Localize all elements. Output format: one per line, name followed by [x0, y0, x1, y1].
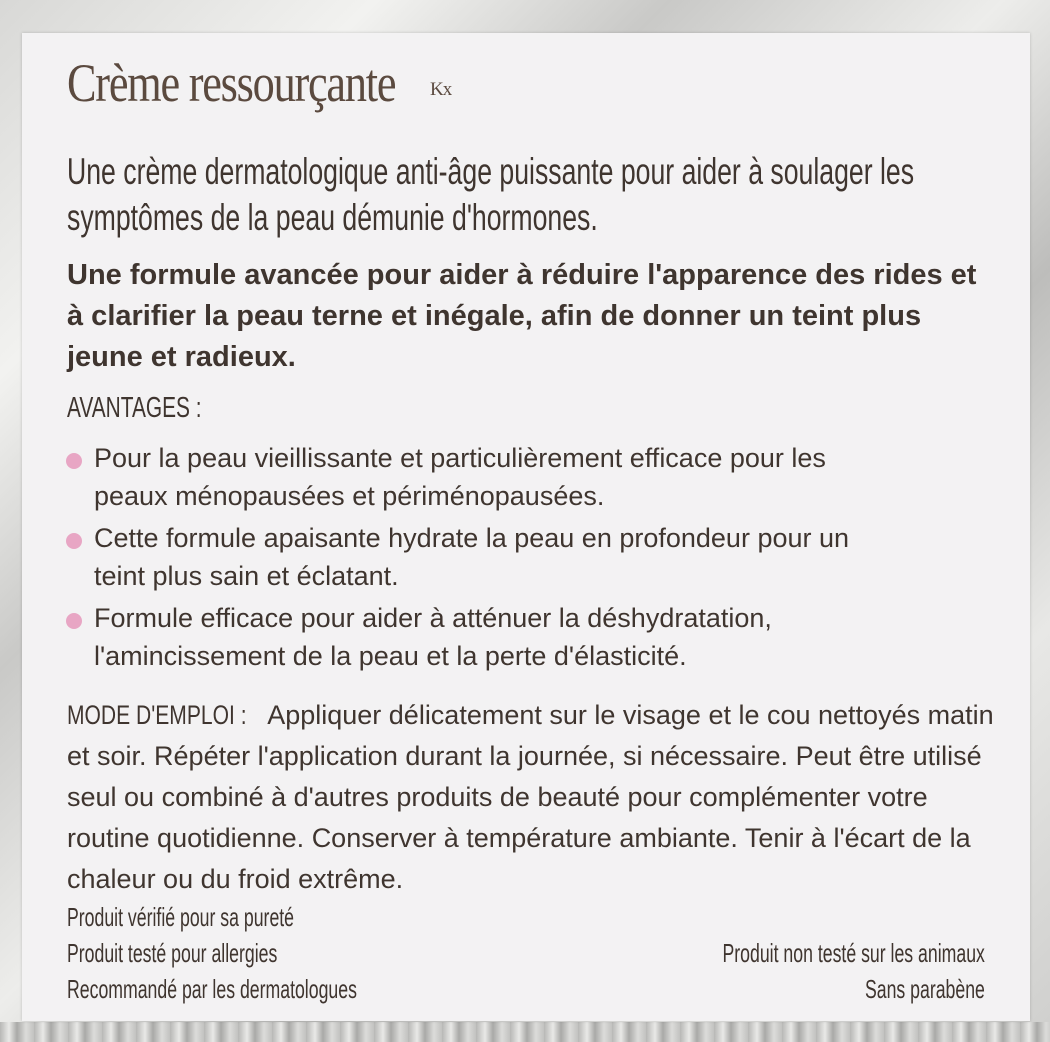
footer-claim: Produit non testé sur les animaux: [722, 938, 985, 968]
benefit-item: [66, 599, 1026, 675]
benefit-text: Cette formule apaisante hydrate la peau en profondeur pour un teint plus sain et éclatant.: [94, 523, 850, 591]
footer-claim: Recommandé par les dermatologues: [67, 974, 357, 1004]
product-title: Crème ressourçante: [67, 53, 396, 113]
title-row: [67, 47, 467, 119]
product-subtitle: [67, 149, 915, 241]
benefit-item: [66, 439, 1026, 515]
usage-paragraph: [67, 695, 1017, 900]
usage-heading: MODE D'EMPLOI :: [67, 700, 247, 730]
benefit-item: [66, 519, 1026, 595]
intro-paragraph: [67, 255, 987, 378]
footer-claims-left: [67, 899, 357, 1007]
footer-claim: Produit vérifié pour sa pureté: [67, 902, 295, 932]
bullet-dot-icon: [66, 533, 82, 549]
bullet-dot-icon: [66, 453, 82, 469]
subtitle-line-1: Une crème dermatologique anti-âge puissante pour aider à soulager les symptômes de la peau démunie d'hormones.: [67, 151, 915, 238]
intro-text: Une formule avancée pour aider à réduire l'apparence des rides et à clarifier la peau terne et inégale, afin de donner un teint plus jeune et radieux.: [67, 259, 977, 373]
benefits-heading: AVANTAGES :: [67, 392, 202, 424]
benefit-text: Pour la peau vieillissante et particulièrement efficace pour les peaux ménopausées et périménopausées.: [94, 443, 826, 511]
brand-mark: Kx: [430, 79, 452, 100]
foil-edge: [0, 1022, 1050, 1042]
benefit-text: Formule efficace pour aider à atténuer la déshydratation, l'amincissement de la peau et la perte d'élasticité.: [94, 603, 772, 671]
footer-claims-right: [723, 935, 985, 1007]
footer-claim: Produit testé pour allergies: [67, 938, 278, 968]
benefits-list: [66, 439, 1026, 679]
bullet-dot-icon: [66, 613, 82, 629]
footer-claim: Sans parabène: [865, 974, 985, 1004]
product-label: [22, 33, 1030, 1021]
usage-text: Appliquer délicatement sur le visage et le cou nettoyés matin et soir. Répéter l'application durant la journée, si nécessaire. Peut être utilisé seul ou combiné à d'autres produits de beauté pour complémenter votre routine quotidienne. Conserver à température ambiante. Tenir à l'écart de la chaleur ou du froid extrême.: [67, 700, 994, 894]
